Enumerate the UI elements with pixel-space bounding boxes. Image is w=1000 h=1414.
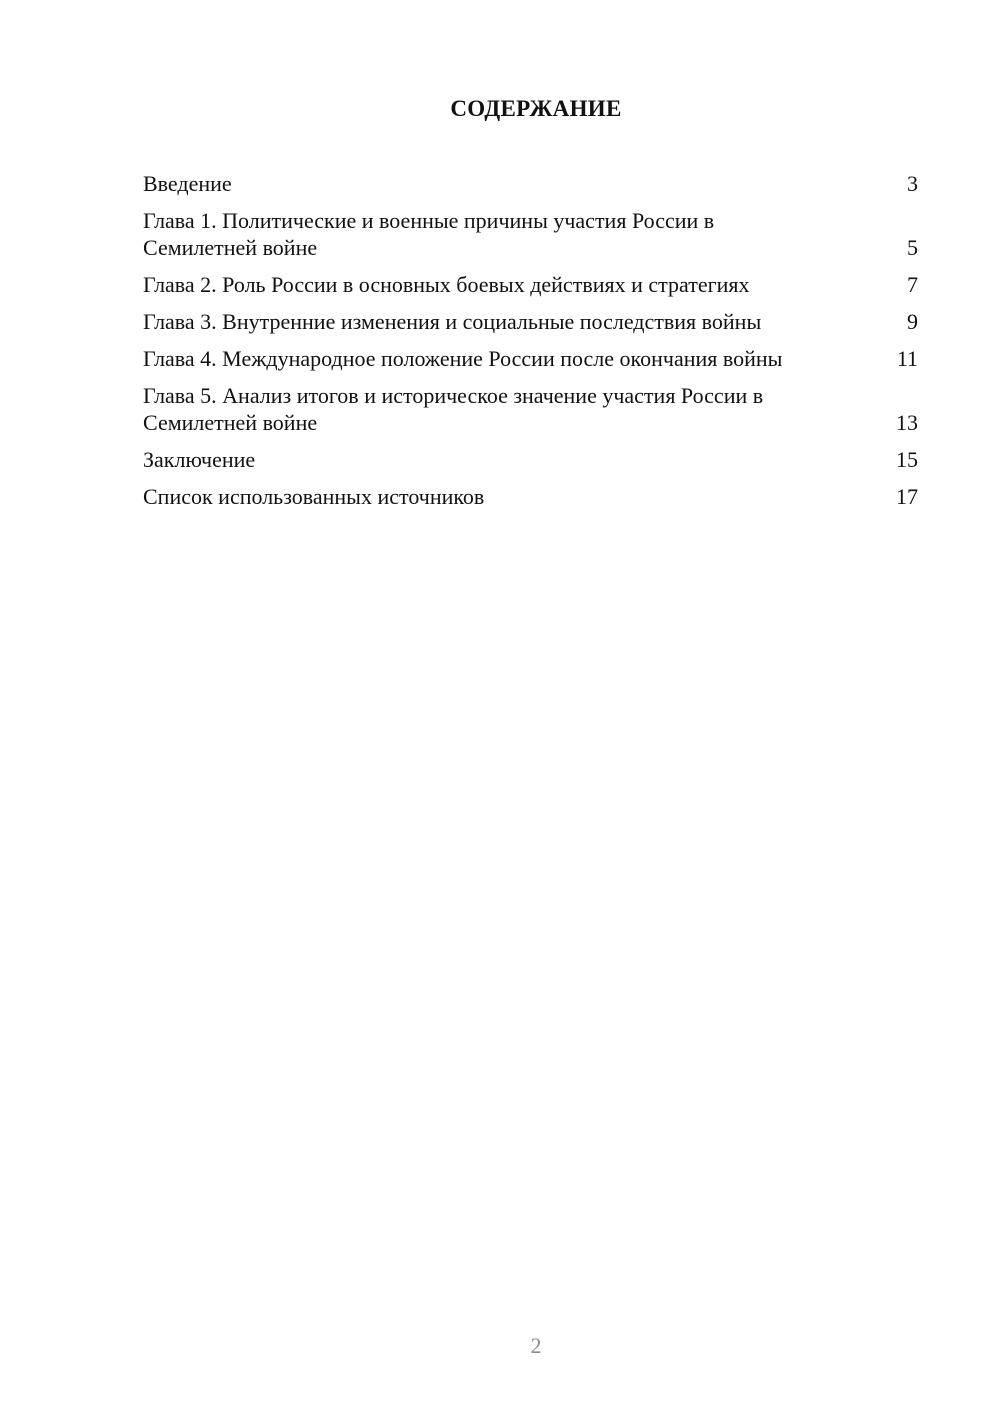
toc-entry-page: 13 [896,410,918,435]
toc-entry-text: Глава 1. Политические и военные причины участия России в Семилетней войне [143,208,715,260]
toc-entry-text: Глава 4. Международное положение России после окончания войны [143,346,783,371]
toc-entry-page: 15 [896,447,918,472]
toc-entry-page: 3 [907,171,918,196]
toc-entry-page: 9 [907,309,918,334]
toc-entry-page: 5 [907,235,918,260]
toc-entry-text: Список использованных источников [143,484,485,509]
page-title: СОДЕРЖАНИЕ [450,96,622,121]
toc-entry-text: Заключение [143,447,256,472]
table-of-contents [143,170,918,520]
toc-entry-introduction [143,170,918,197]
toc-entry-chapter-1 [143,207,918,261]
page-number: 2 [530,1333,542,1358]
toc-entry-chapter-2 [143,271,918,298]
toc-entry-chapter-3 [143,308,918,335]
toc-entry-text: Глава 3. Внутренние изменения и социальные последствия войны [143,309,762,334]
toc-entry-page: 11 [896,346,918,371]
toc-entry-conclusion [143,446,918,473]
toc-entry-page: 17 [896,484,918,509]
toc-entry-text: Глава 5. Анализ итогов и историческое значение участия России в Семилетней войне [143,383,764,435]
toc-entry-references [143,483,918,510]
toc-entry-chapter-5 [143,382,918,436]
toc-entry-page: 7 [907,272,918,297]
toc-entry-text: Введение [143,171,232,196]
toc-entry-text: Глава 2. Роль России в основных боевых действиях и стратегиях [143,272,750,297]
toc-entry-chapter-4 [143,345,918,372]
